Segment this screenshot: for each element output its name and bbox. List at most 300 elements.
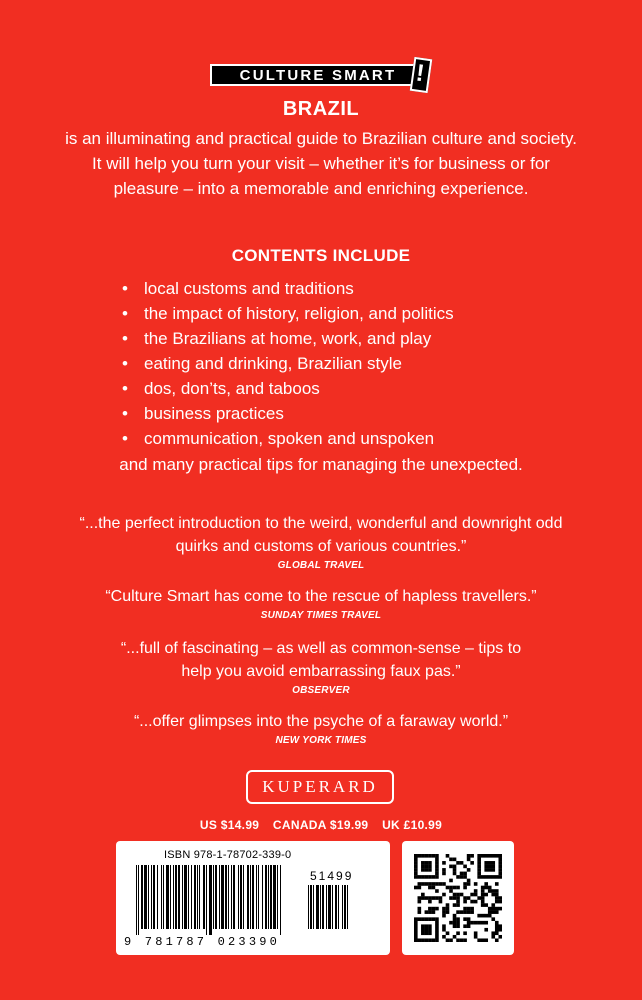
qr-module — [435, 875, 439, 879]
qr-module — [453, 914, 457, 918]
barcode-bar — [258, 865, 259, 929]
qr-module — [498, 896, 502, 900]
qr-module — [432, 917, 436, 921]
qr-module — [463, 875, 467, 879]
qr-module — [498, 900, 502, 904]
qr-module — [425, 896, 429, 900]
qr-module — [463, 938, 467, 942]
barcode-bar — [270, 865, 272, 929]
isbn-barcode — [116, 841, 390, 955]
qr-module — [474, 921, 478, 925]
qr-module — [456, 938, 460, 942]
qr-module — [498, 875, 502, 879]
barcode-bar — [233, 865, 235, 929]
qr-module — [495, 854, 499, 858]
publisher-logo: KUPERARD — [246, 770, 394, 804]
qr-module — [428, 861, 432, 865]
qr-module — [491, 917, 495, 921]
qr-module — [495, 882, 499, 886]
qr-module — [414, 854, 418, 858]
barcode-bar — [163, 865, 164, 929]
barcode-bar — [344, 885, 346, 929]
qr-module — [428, 938, 432, 942]
qr-module — [470, 921, 474, 925]
qr-module — [495, 893, 499, 897]
qr-module — [495, 924, 499, 928]
qr-module — [425, 865, 429, 869]
qr-module — [498, 872, 502, 876]
quote-text: “...full of fascinating – as well as common-sense – tips to help you avoid embarrassing faux pas.” — [120, 640, 522, 680]
qr-module — [470, 900, 474, 904]
barcode-bar — [243, 865, 244, 929]
qr-module — [421, 928, 425, 932]
barcode-bar — [178, 865, 180, 929]
qr-module — [463, 882, 467, 886]
price-canada: CANADA $19.99 — [272, 818, 369, 832]
qr-module — [481, 889, 485, 893]
qr-module — [484, 868, 488, 872]
barcode-bar — [328, 885, 331, 929]
series-logo — [210, 59, 429, 88]
barcode-bar — [141, 865, 143, 929]
qr-module — [418, 900, 422, 904]
qr-module — [491, 875, 495, 879]
barcode-bar — [194, 865, 196, 929]
barcode-bar — [170, 865, 171, 929]
barcode-bar — [228, 865, 229, 929]
qr-module — [491, 893, 495, 897]
barcode-bar — [277, 865, 278, 929]
barcode-bar — [221, 865, 224, 929]
qr-module — [467, 917, 471, 921]
contents-item: • eating and drinking, Brazilian style — [122, 351, 542, 376]
contents-item: • business practices — [122, 401, 542, 426]
qr-module — [491, 907, 495, 911]
qr-module — [449, 889, 453, 893]
barcode-bar — [197, 865, 198, 929]
qr-module — [453, 917, 457, 921]
qr-module — [418, 896, 422, 900]
qr-module — [453, 896, 457, 900]
qr-module — [421, 875, 425, 879]
book-title: BRAZIL — [282, 98, 360, 120]
qr-module — [456, 900, 460, 904]
barcode-bar — [332, 885, 333, 929]
qr-module — [421, 865, 425, 869]
qr-module — [491, 931, 495, 935]
price-us: US $14.99 — [199, 818, 260, 832]
qr-module — [495, 896, 499, 900]
qr-module — [477, 854, 481, 858]
qr-module — [435, 882, 439, 886]
qr-module — [477, 861, 481, 865]
qr-module — [414, 865, 418, 869]
qr-module — [470, 910, 474, 914]
contents-item: • local customs and traditions — [122, 276, 542, 301]
qr-module — [421, 938, 425, 942]
qr-module — [435, 907, 439, 911]
barcode-bar — [182, 865, 183, 929]
qr-module — [428, 868, 432, 872]
qr-module — [491, 865, 495, 869]
barcode-bar — [219, 865, 220, 929]
qr-module — [467, 924, 471, 928]
qr-module — [477, 868, 481, 872]
qr-module — [453, 872, 457, 876]
qr-module — [428, 854, 432, 858]
qr-module — [470, 854, 474, 858]
qr-module — [449, 921, 453, 925]
contents-heading: CONTENTS INCLUDE — [231, 246, 411, 265]
review-quote — [40, 710, 602, 746]
qr-module — [495, 907, 499, 911]
qr-module — [495, 889, 499, 893]
qr-module — [432, 896, 436, 900]
qr-module — [425, 917, 429, 921]
qr-module — [442, 868, 446, 872]
qr-module — [453, 886, 457, 890]
qr-module — [428, 931, 432, 935]
barcode-bar — [240, 865, 242, 929]
qr-code-pattern — [414, 854, 502, 942]
book-intro: is an illuminating and practical guide to Brazilian culture and society. It will help you turn your visit – whether it’s for business or for pleasure – into a memorable and enriching experience. — [65, 129, 577, 198]
qr-module — [439, 882, 443, 886]
quote-source: SUNDAY TIMES TRAVEL — [260, 610, 382, 621]
qr-module — [453, 921, 457, 925]
qr-module — [418, 938, 422, 942]
qr-module — [446, 907, 450, 911]
qr-module — [484, 914, 488, 918]
qr-module — [498, 928, 502, 932]
price-uk: UK £10.99 — [382, 818, 443, 832]
qr-module — [463, 907, 467, 911]
qr-module — [484, 903, 488, 907]
contents-item: • dos, don’ts, and taboos — [122, 376, 542, 401]
qr-module — [435, 921, 439, 925]
qr-module — [463, 917, 467, 921]
qr-module — [446, 854, 450, 858]
qr-module — [442, 924, 446, 928]
qr-module — [481, 900, 485, 904]
qr-module — [449, 865, 453, 869]
qr-module — [460, 910, 464, 914]
barcode-bar — [206, 865, 207, 935]
qr-module — [414, 931, 418, 935]
qr-module — [435, 872, 439, 876]
qr-module — [498, 924, 502, 928]
qr-module — [456, 910, 460, 914]
qr-module — [435, 889, 439, 893]
barcode-bar — [247, 865, 249, 929]
barcode-bar — [184, 865, 187, 929]
qr-module — [481, 893, 485, 897]
qr-module — [491, 854, 495, 858]
qr-module — [428, 924, 432, 928]
qr-module — [453, 903, 457, 907]
qr-module — [470, 861, 474, 865]
barcode-bar — [157, 865, 158, 929]
qr-module — [488, 886, 492, 890]
review-quote — [40, 585, 602, 621]
barcode-bar — [153, 865, 155, 929]
review-quote — [110, 637, 532, 696]
barcode-bar — [265, 865, 267, 929]
qr-module — [414, 886, 418, 890]
quote-source: GLOBAL TRAVEL — [277, 560, 365, 571]
qr-module — [484, 938, 488, 942]
qr-module — [421, 924, 425, 928]
qr-module — [425, 854, 429, 858]
qr-module — [498, 907, 502, 911]
barcode-bar — [347, 885, 348, 929]
qr-module — [474, 893, 478, 897]
qr-module — [442, 928, 446, 932]
qr-module — [474, 889, 478, 893]
qr-module — [470, 907, 474, 911]
qr-module — [456, 924, 460, 928]
qr-module — [421, 861, 425, 865]
qr-module — [432, 910, 436, 914]
qr-module — [467, 907, 471, 911]
barcode-bar — [310, 885, 312, 929]
qr-module — [498, 861, 502, 865]
qr-module — [484, 886, 488, 890]
qr-module — [435, 931, 439, 935]
qr-module — [442, 882, 446, 886]
qr-module — [435, 917, 439, 921]
qr-module — [484, 921, 488, 925]
qr-module — [467, 879, 471, 883]
qr-module — [498, 935, 502, 939]
qr-module — [432, 875, 436, 879]
qr-module — [481, 886, 485, 890]
qr-module — [449, 879, 453, 883]
barcode-bar — [280, 865, 281, 935]
qr-module — [491, 861, 495, 865]
qr-module — [481, 854, 485, 858]
qr-module — [456, 886, 460, 890]
barcode-bar — [213, 865, 214, 929]
qr-module — [453, 865, 457, 869]
barcode-bars — [136, 865, 300, 935]
qr-module — [481, 875, 485, 879]
qr-module — [474, 931, 478, 935]
qr-module — [488, 907, 492, 911]
qr-module — [477, 914, 481, 918]
qr-module — [495, 875, 499, 879]
qr-module — [428, 865, 432, 869]
qr-module — [421, 917, 425, 921]
qr-module — [418, 854, 422, 858]
qr-module — [498, 854, 502, 858]
review-quote — [56, 512, 586, 571]
qr-module — [435, 938, 439, 942]
barcode-bar — [273, 865, 276, 929]
qr-module — [446, 903, 450, 907]
qr-module — [456, 921, 460, 925]
qr-module — [498, 858, 502, 862]
qr-module — [425, 861, 429, 865]
qr-module — [481, 921, 485, 925]
qr-module — [425, 924, 429, 928]
qr-module — [425, 928, 429, 932]
qr-module — [432, 938, 436, 942]
barcode-bar — [188, 865, 189, 929]
qr-module — [456, 896, 460, 900]
qr-module — [428, 886, 432, 890]
barcode-bar — [203, 865, 205, 929]
qr-code — [402, 841, 514, 955]
barcode-bar — [151, 865, 152, 929]
qr-module — [491, 935, 495, 939]
qr-module — [488, 889, 492, 893]
qr-module — [484, 882, 488, 886]
qr-module — [432, 882, 436, 886]
qr-module — [425, 931, 429, 935]
qr-module — [463, 872, 467, 876]
qr-module — [432, 907, 436, 911]
qr-module — [460, 893, 464, 897]
qr-module — [498, 868, 502, 872]
qr-module — [432, 886, 436, 890]
barcode-bar — [308, 885, 309, 929]
qr-module — [463, 886, 467, 890]
qr-module — [484, 865, 488, 869]
barcode-digits: 9 781787 023390 — [124, 935, 281, 949]
qr-module — [477, 938, 481, 942]
barcode-bar — [173, 865, 174, 929]
barcode-bar — [138, 865, 139, 935]
qr-module — [439, 896, 443, 900]
qr-module — [467, 868, 471, 872]
qr-module — [474, 882, 478, 886]
qr-module — [414, 935, 418, 939]
qr-module — [481, 914, 485, 918]
qr-module — [488, 868, 492, 872]
quote-text: “...the perfect introduction to the weird, wonderful and downright odd quirks and customs of various countries.” — [79, 515, 563, 555]
qr-module — [460, 861, 464, 865]
qr-module — [435, 868, 439, 872]
qr-module — [488, 854, 492, 858]
qr-module — [446, 938, 450, 942]
qr-module — [435, 924, 439, 928]
qr-module — [498, 865, 502, 869]
qr-module — [477, 858, 481, 862]
barcode-bar — [335, 885, 337, 929]
qr-module — [435, 896, 439, 900]
quote-source: NEW YORK TIMES — [275, 735, 367, 746]
qr-module — [467, 858, 471, 862]
qr-module — [463, 910, 467, 914]
qr-module — [428, 917, 432, 921]
quote-source: OBSERVER — [292, 685, 350, 696]
qr-module — [484, 893, 488, 897]
qr-module — [449, 938, 453, 942]
quote-text: “Culture Smart has come to the rescue of hapless travellers.” — [105, 588, 537, 605]
qr-module — [442, 907, 446, 911]
qr-module — [477, 872, 481, 876]
qr-module — [453, 858, 457, 862]
qr-module — [477, 875, 481, 879]
barcode-bar — [209, 865, 212, 935]
qr-module — [453, 893, 457, 897]
qr-module — [435, 935, 439, 939]
qr-module — [446, 931, 450, 935]
qr-module — [449, 858, 453, 862]
qr-module — [477, 865, 481, 869]
qr-module — [453, 868, 457, 872]
isbn-label: ISBN 978-1-78702-339-0 — [164, 849, 292, 861]
qr-module — [432, 854, 436, 858]
contents-footer: and many practical tips for managing the unexpected. — [119, 455, 523, 474]
barcode-bar — [225, 865, 227, 929]
qr-module — [414, 875, 418, 879]
qr-module — [456, 893, 460, 897]
qr-module — [474, 900, 478, 904]
qr-module — [467, 854, 471, 858]
qr-module — [435, 865, 439, 869]
qr-module — [421, 868, 425, 872]
qr-module — [435, 928, 439, 932]
qr-module — [495, 900, 499, 904]
qr-module — [428, 928, 432, 932]
qr-module — [477, 921, 481, 925]
qr-module — [495, 910, 499, 914]
qr-module — [442, 872, 446, 876]
qr-module — [491, 910, 495, 914]
barcode-addon-bars — [308, 885, 366, 935]
qr-module — [446, 886, 450, 890]
barcode-bar — [215, 865, 217, 929]
barcode-bar — [256, 865, 257, 929]
barcode-bar — [322, 885, 324, 929]
qr-module — [495, 921, 499, 925]
qr-module — [449, 886, 453, 890]
qr-module — [428, 882, 432, 886]
qr-module — [414, 858, 418, 862]
barcode-bar — [191, 865, 192, 929]
qr-module — [467, 896, 471, 900]
qr-module — [414, 868, 418, 872]
barcode-bar — [175, 865, 177, 929]
barcode-bar — [148, 865, 149, 929]
qr-module — [491, 868, 495, 872]
qr-module — [463, 865, 467, 869]
qr-module — [495, 931, 499, 935]
qr-module — [456, 903, 460, 907]
qr-module — [442, 914, 446, 918]
barcode-bar — [320, 885, 321, 929]
qr-module — [439, 900, 443, 904]
qr-module — [418, 875, 422, 879]
qr-module — [463, 924, 467, 928]
qr-module — [456, 917, 460, 921]
qr-module — [425, 882, 429, 886]
series-name: CULTURE SMART — [239, 66, 397, 84]
qr-module — [488, 910, 492, 914]
qr-module — [435, 854, 439, 858]
qr-module — [467, 910, 471, 914]
qr-module — [488, 865, 492, 869]
qr-module — [414, 924, 418, 928]
qr-module — [442, 861, 446, 865]
qr-module — [484, 861, 488, 865]
qr-module — [442, 935, 446, 939]
qr-module — [442, 893, 446, 897]
qr-module — [453, 924, 457, 928]
barcode-price-code: 51499 — [310, 869, 354, 883]
qr-module — [463, 896, 467, 900]
